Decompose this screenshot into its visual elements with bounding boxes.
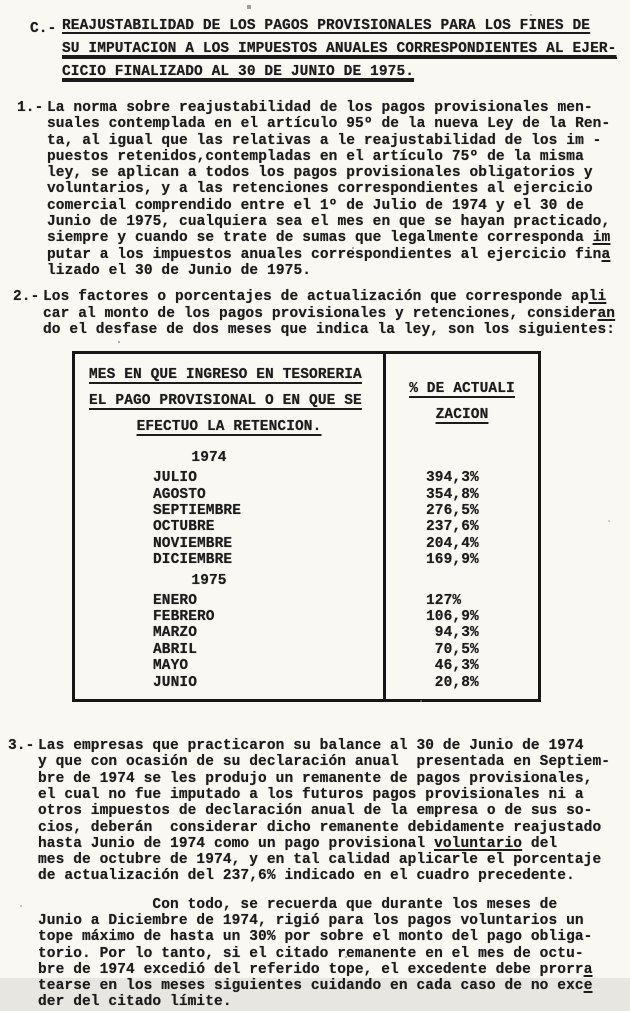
- month-cell: MAYO: [153, 658, 189, 675]
- heading-line-text: CICIO FINALIZADO AL 30 DE JUNIO DE 1975.: [62, 64, 415, 80]
- paragraph-2-number: 2.-: [13, 289, 40, 306]
- value-cell: 204,4%: [383, 536, 538, 552]
- value-cell: 237,6%: [383, 519, 538, 535]
- table-row: [75, 625, 538, 641]
- value-cell: 94,3%: [383, 625, 538, 641]
- month-cell: ABRIL: [153, 641, 198, 658]
- text-segment: putar a los impuestos anuales correspondientes al ejercicio fin: [47, 246, 602, 263]
- text-line: [43, 306, 630, 322]
- text-segment: cios, deberán considerar dicho remanente debidamente reajustado: [38, 819, 602, 836]
- table-row: [75, 609, 538, 625]
- table-header-line: [89, 388, 383, 414]
- text-line: [47, 100, 630, 116]
- value-cell: 354,8%: [383, 487, 538, 503]
- text-line: [47, 149, 630, 165]
- text-segment: Las empresas que practicaron su balance al 30 de Junio de 1974: [38, 738, 584, 755]
- table-header-text: EFECTUO LA RETENCION.: [136, 419, 322, 436]
- text-segment: der del citado límite.: [38, 994, 232, 1011]
- table-row: [75, 552, 538, 568]
- text-line: [47, 247, 630, 263]
- paragraph-4-text: [38, 897, 630, 1011]
- text-line: [38, 913, 630, 929]
- value-cell: 127%: [383, 593, 538, 609]
- text-line: [43, 322, 630, 338]
- value-cell: 70,5%: [383, 642, 538, 658]
- text-line: [38, 946, 630, 962]
- table-row: [75, 519, 538, 535]
- table-header-text: % DE ACTUALI: [409, 381, 515, 398]
- table-year-row: [75, 446, 538, 470]
- underlined-text: a: [601, 246, 611, 263]
- paragraph-3-number: 3.-: [8, 738, 35, 755]
- text-segment: Junio a Diciembre de 1974, rigió para los pagos voluntarios un: [38, 913, 584, 929]
- underlined-text: voluntario: [434, 835, 523, 852]
- text-segment: puestos retenidos,contempladas en el artículo 75º de la misma: [47, 148, 584, 165]
- text-line: [47, 198, 630, 214]
- text-segment: Junio de 1975, cualquiera sea el mes en que se hayan practicado,: [47, 214, 611, 231]
- text-segment: tope máximo de hasta un 30% por sobre el monto del pago obliga-: [38, 929, 593, 946]
- text-line: [38, 994, 630, 1010]
- text-line: [47, 133, 630, 149]
- text-segment: mes de octubre de 1974, y en tal calidad aplicarle el porcentaje: [38, 852, 602, 869]
- text-segment: tearse en los meses siguientes cuidando en cada caso de no exc: [38, 978, 584, 995]
- heading-line-text: SU IMPUTACION A LOS IMPUESTOS ANUALES CORRESPONDIENTES AL EJER-: [62, 41, 617, 57]
- value-cell: 394,3%: [383, 470, 538, 486]
- table-header-line: [386, 376, 538, 402]
- table-header-line: [386, 402, 538, 428]
- value-cell: 106,9%: [383, 609, 538, 625]
- table-header-text: EL PAGO PROVISIONAL O EN QUE SE: [89, 393, 362, 410]
- table-row: [75, 593, 538, 609]
- spacer: [383, 691, 538, 699]
- month-cell: FEBRERO: [153, 609, 215, 625]
- heading-line: [62, 41, 617, 64]
- underlined-text: an: [597, 305, 616, 322]
- text-segment: siempre y cuando se trate de sumas que legalmente corresponda: [47, 230, 593, 247]
- text-line: [47, 214, 630, 230]
- month-cell: AGOSTO: [153, 486, 206, 503]
- table-header-text: ZACION: [435, 407, 489, 424]
- text-segment: do el desfase de dos meses que indica la ley, son los siguientes:: [43, 321, 616, 338]
- table-header-month-column: [75, 354, 383, 446]
- text-line: [38, 787, 630, 803]
- heading-line: [62, 18, 617, 41]
- text-line: [38, 820, 630, 836]
- text-line: [38, 868, 630, 884]
- table-body: [75, 446, 538, 699]
- section-heading-lines: [62, 18, 617, 87]
- text-segment: car al monto de los pagos provisionales y retenciones, consider: [43, 305, 598, 322]
- month-cell: JULIO: [153, 470, 198, 487]
- text-line: [38, 803, 630, 819]
- table-year-row: [75, 569, 538, 593]
- paragraph-2-text: [43, 289, 630, 338]
- text-line: [47, 230, 630, 246]
- text-segment: voluntarios, y a las retenciones correspondientes al ejercicio: [47, 181, 593, 198]
- year-label: 1974: [191, 450, 227, 467]
- paragraph-1: [17, 100, 630, 279]
- value-cell: 276,5%: [383, 503, 538, 519]
- paragraph-4: [8, 897, 630, 1011]
- table-row: [75, 658, 538, 674]
- table-row: [75, 536, 538, 552]
- text-segment: Con todo, se recuerda que durante los meses de: [38, 896, 558, 913]
- value-cell: 20,8%: [383, 675, 538, 691]
- text-segment: torio. Por lo tanto, si el citado remanente en el mes de octu-: [38, 945, 584, 962]
- table-row: [75, 642, 538, 658]
- section-letter: C.-: [30, 21, 57, 37]
- section-heading: [30, 18, 630, 87]
- text-segment: suales contemplada en el artículo 95º de la nueva Ley de la Ren-: [47, 116, 611, 133]
- value-cell: 169,9%: [383, 552, 538, 568]
- text-line: [38, 929, 630, 945]
- text-segment: y que con ocasión de su declaración anual presentada en Septiem-: [38, 754, 611, 771]
- text-segment: lizado el 30 de Junio de 1975.: [47, 262, 312, 279]
- text-line: [38, 852, 630, 868]
- text-segment: bre de 1974 se les produjo un remanente de pagos provisionales,: [38, 770, 593, 787]
- text-segment: ley, se aplican a todos los pagos provisionales obligatorios y: [47, 165, 593, 182]
- heading-line: [62, 64, 617, 87]
- text-segment: del: [522, 835, 558, 852]
- text-line: [38, 771, 630, 787]
- table-row: [75, 487, 538, 503]
- month-cell: DICIEMBRE: [153, 552, 233, 569]
- table-header-percent-column: [383, 354, 538, 446]
- month-cell: NOVIEMBRE: [153, 535, 233, 552]
- scan-noise: [0, 0, 2, 2]
- paragraph-4-number: [8, 897, 38, 1011]
- text-segment: bre de 1974 excedió del referido tope, el excedente debe prorr: [38, 961, 584, 978]
- paragraph-3: [8, 738, 630, 885]
- month-cell: ENERO: [153, 592, 198, 609]
- table-header-text: MES EN QUE INGRESO EN TESORERIA: [89, 367, 362, 384]
- paragraph-2: [13, 289, 630, 338]
- text-line: [38, 738, 630, 754]
- heading-line-text: REAJUSTABILIDAD DE LOS PAGOS PROVISIONALES PARA LOS FINES DE: [62, 18, 591, 34]
- text-line: [47, 165, 630, 181]
- actualization-percentages-table: [72, 351, 541, 702]
- table-row: [75, 503, 538, 519]
- text-line: [38, 962, 630, 978]
- table-header-row: [75, 354, 538, 446]
- value-cell: 46,3%: [383, 658, 538, 674]
- text-segment: La norma sobre reajustabilidad de los pagos provisionales men-: [47, 100, 593, 116]
- month-cell: JUNIO: [153, 674, 198, 691]
- spacer: [75, 691, 383, 699]
- year-label: 1975: [191, 572, 227, 589]
- table-row: [75, 470, 538, 486]
- text-line: [47, 181, 630, 197]
- underlined-text: a: [583, 961, 593, 978]
- text-line: [38, 754, 630, 770]
- text-line: [38, 978, 630, 994]
- text-segment: Los factores o porcentajes de actualización que corresponde ap: [43, 289, 589, 306]
- text-segment: comercial comprendido entre el 1º de Julio de 1974 y el 30 de: [47, 197, 584, 214]
- month-cell: MARZO: [153, 625, 198, 642]
- table-header-line: [89, 414, 383, 440]
- paragraph-3-text: [38, 738, 630, 885]
- month-cell: OCTUBRE: [153, 519, 215, 536]
- table-spacer-row: [75, 691, 538, 699]
- paragraph-1-text: [47, 100, 630, 279]
- text-line: [47, 116, 630, 132]
- table-row: [75, 675, 538, 691]
- text-segment: ta, al igual que las relativas a le reajustabilidad de los im -: [47, 132, 602, 149]
- underlined-text: li: [588, 289, 607, 306]
- table-header-line: [89, 362, 383, 388]
- text-segment: de actualización del 237,6% indicado en el cuadro precedente.: [38, 868, 575, 885]
- paragraph-1-number: 1.-: [17, 100, 44, 116]
- text-line: [47, 263, 630, 279]
- underlined-text: e: [583, 978, 593, 995]
- underlined-text: im: [592, 230, 611, 247]
- text-segment: otros impuestos de declaración anual de la empresa o de sus so-: [38, 803, 593, 820]
- text-line: [38, 897, 630, 913]
- text-segment: el cual no fue imputado a los futuros pagos provisionales ni a: [38, 786, 584, 803]
- text-line: [43, 289, 630, 305]
- text-segment: hasta Junio de 1974 como un pago provisional: [38, 835, 435, 852]
- text-line: [38, 836, 630, 852]
- month-cell: SEPTIEMBRE: [153, 502, 242, 519]
